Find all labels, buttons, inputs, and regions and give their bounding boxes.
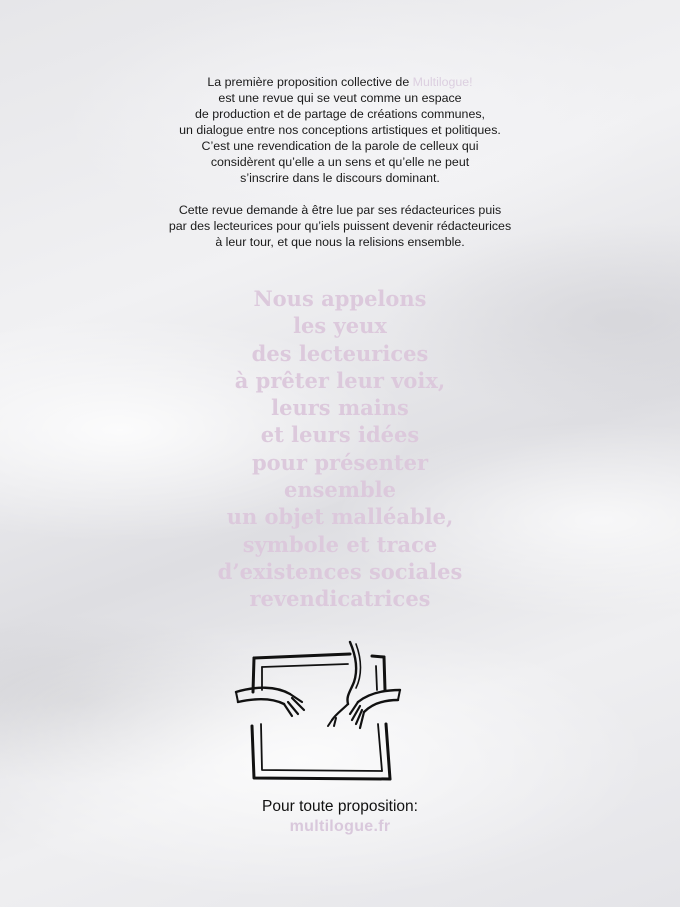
- contact-label: Pour toute proposition:: [262, 798, 418, 815]
- hands-frame-icon: [232, 640, 404, 786]
- brand-name: Multilogue!: [412, 75, 473, 89]
- intro-text: [0, 74, 680, 266]
- website-link[interactable]: multilogue.fr: [289, 818, 391, 835]
- intro-paragraph-2: [0, 202, 680, 250]
- intro-line: par des lecteurices pour qu’iels puissent devenir rédacteurices: [168, 219, 512, 233]
- intro-line: s’inscrire dans le discours dominant.: [240, 171, 440, 185]
- contact-block: [0, 797, 680, 838]
- intro-line: de production et de partage de créations communes,: [195, 107, 485, 121]
- intro-line: C’est une revendication de la parole de celleux qui: [201, 139, 479, 153]
- intro-line: est une revue qui se veut comme un espace: [218, 91, 462, 105]
- poem-line: et leurs idées: [260, 422, 420, 448]
- poem-line: symbole et trace: [242, 531, 438, 557]
- poem-line: des lecteurices: [251, 340, 429, 366]
- intro-line: à leur tour, et que nous la relisions ensemble.: [215, 235, 465, 249]
- poem: [0, 285, 680, 613]
- poem-line: les yeux: [293, 313, 387, 339]
- intro-line: Cette revue demande à être lue par ses rédacteurices puis: [178, 203, 502, 217]
- poem-line: ensemble: [283, 477, 397, 503]
- poem-line: Nous appelons: [253, 286, 427, 311]
- poem-line: à prêter leur voix,: [234, 367, 446, 393]
- intro-paragraph-1: [0, 74, 680, 186]
- poem-line: d’existences sociales: [217, 558, 463, 584]
- poem-line: pour présenter: [251, 449, 429, 475]
- intro-line: un dialogue entre nos conceptions artistiques et politiques.: [179, 123, 501, 137]
- poem-line: revendicatrices: [249, 586, 431, 612]
- poem-line: un objet malléable,: [226, 504, 454, 530]
- poem-line: leurs mains: [271, 395, 409, 421]
- intro-line: La première proposition collective de Multilogue!: [207, 75, 473, 89]
- intro-line: considèrent qu’elle a un sens et qu’elle ne peut: [210, 155, 470, 169]
